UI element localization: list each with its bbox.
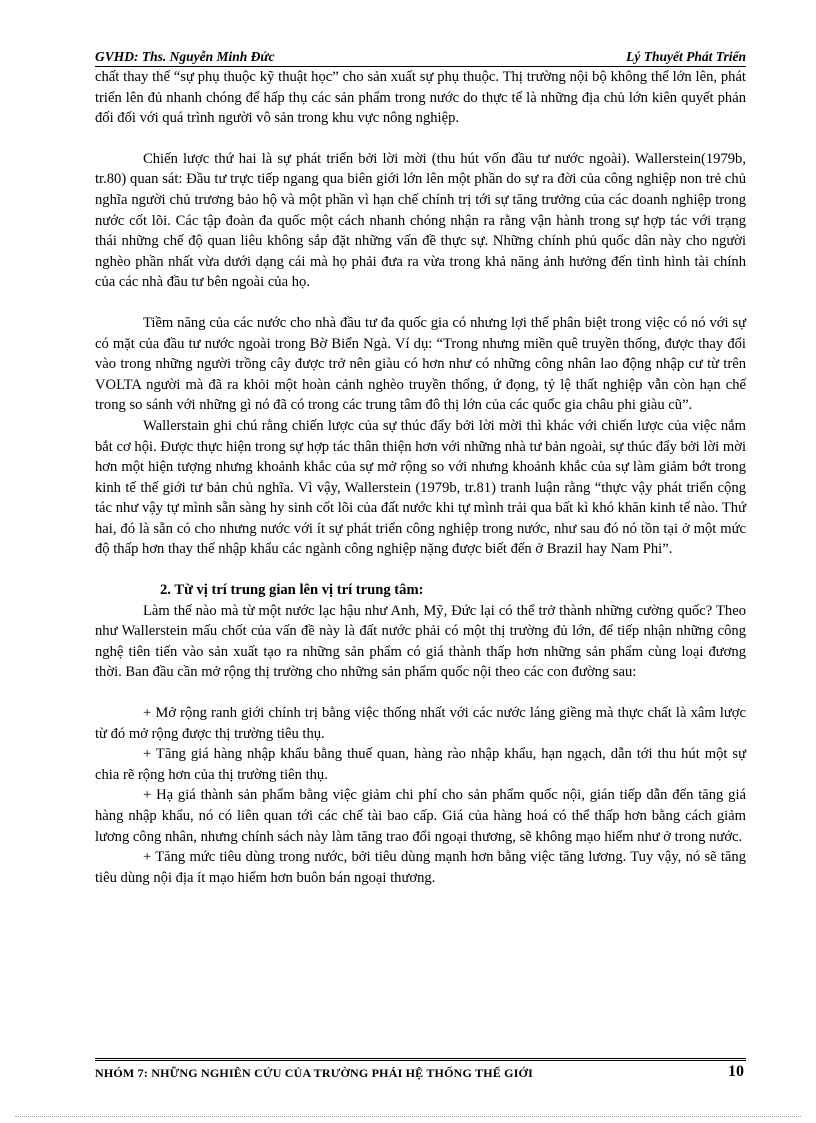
list-item-domestic-consumption: + Tăng mức tiêu dùng trong nước, bởi tiêu dùng mạnh hơn bằng việc tăng lương. Tuy vậy, nó sẽ tăng tiêu dùng nội địa ít mạo hiểm hơn buôn bán ngoại thương. xyxy=(95,849,746,886)
section-heading: 2. Từ vị trí trung gian lên vị trí trung tâm: xyxy=(160,582,424,599)
footer-group-title: NHÓM 7: NHỮNG NGHIÊN CỨU CỦA TRƯỜNG PHÁI HỆ THỐNG THẾ GIỚI xyxy=(95,1066,533,1080)
list-item-import-tariff: + Tăng giá hàng nhập khẩu bằng thuế quan, hàng rào nhập khẩu, hạn ngạch, dẫn tới thu hút một sự chia rẽ rộng hơn của thị trường tiên thụ. xyxy=(95,746,746,783)
page-bottom-divider xyxy=(15,1116,801,1117)
paragraph-wallerstain-note: Wallerstain ghi chú rằng chiến lược của sự thúc đẩy bởi lời mời thì khác với chiến lược của việc nắm bắt cơ hội. Được thực hiện trong sự hợp tác thân thiện hơn với những nhà tư bản ngoài, sự thúc đẩy bởi lời mời hơn một hiện tượng nhưng khoảnh khắc của sự mở rộng so với nhưng khoảnh khắc của sự làm giảm bớt trong kinh tế thế giới tư bản chủ nghĩa. Vì vậy, Wallerstein (1979b, tr.81) tranh luận rằng “thực vậy phát triển cộng tác như vậy tự mình sẵn sàng hy sinh cốt lõi của đất nước khi tự mình trải qua bất kì khó khăn kinh tế nào. Thứ hai, đó là sẵn có cho nhưng nước với ít sự phát triển công nghiệp trong nước, như sau đó nó tồn tại ở một mức độ thấp hơn thay thế nhập khẩu các ngành công nghiệp nặng được biết đến ở Brazil hay Nam Phi”. xyxy=(95,417,746,558)
paragraph-section-intro: Làm thế nào mà từ một nước lạc hậu như Anh, Mỹ, Đức lại có thể trở thành những cường quốc? Theo như Wallerstein mấu chốt của vấn đề này là đất nước phải có một thị trường đủ lớn, để tiếp nhận những công nghệ tiên tiến vào sản xuất tạo ra những sản phẩm có giá thành thấp hơn những sản phẩm cùng loại đương thời. Ban đầu cần mở rộng thị trường cho những sản phẩm quốc nội theo các con đường sau: xyxy=(95,602,746,681)
list-item-political-boundary: + Mở rộng ranh giới chính trị bằng việc thống nhất với các nước láng giềng mà thực chất là xâm lược từ đó mở rộng được thị trường tiêu thụ. xyxy=(95,705,746,742)
document-body xyxy=(95,67,746,888)
page-number: 10 xyxy=(728,1063,744,1080)
paragraph-multinational-potential: Tiềm năng của các nước cho nhà đầu tư đa quốc gia có nhưng lợi thế phân biệt trong việc có nó với sự có mặt của đầu tư nước ngoài trong Bờ Biển Ngà. Ví dụ: “Trong nhưng miền quê truyền thống, được thay đổi vào trong những người trồng cây được trở nên giàu có hơn như có những công nhân lao động nhập cư từ trên VOLTA người mà đã ra khỏi một hoàn cảnh nghèo truyền thống, ứ đọng, tỷ lệ thất nghiệp vẫn còn hạn chế trong so sánh với những gì nó đã có trong các trung tâm đô thị lớn của các quốc gia châu phi giàu cũ”. xyxy=(95,314,746,414)
list-item-lower-cost: + Hạ giá thành sản phẩm bằng việc giảm chi phí cho sản phẩm quốc nội, gián tiếp dẫn đến tăng giá hàng nhập khẩu, nó có liên quan tới các chế tài bao cấp. Giá của hàng hoá có thể thấp hơn bằng cách giảm lương công nhân, nhưng chính sách này làm tăng trao đổi ngoại thương, sẽ không mạo hiểm như ở trong nước. xyxy=(95,787,746,845)
header-instructor: GVHD: Ths. Nguyễn Minh Đức xyxy=(95,49,275,64)
paragraph-continuation: chất thay thế “sự phụ thuộc kỹ thuật học” cho sản xuất sự phụ thuộc. Thị trường nội bộ không thể lớn lên, phát triển lên đủ nhanh chóng để hấp thụ các sản phẩm trong nước do thực tế là những địa chủ lớn kiên quyết phản đối đối với quá trình người vô sản trong khu vực nông nghiệp. xyxy=(95,69,746,127)
document-page xyxy=(95,48,746,888)
header-course-title: Lý Thuyết Phát Triển xyxy=(626,49,746,64)
page-header xyxy=(95,48,746,67)
page-footer xyxy=(95,1058,746,1081)
paragraph-invitation-strategy: Chiến lược thứ hai là sự phát triển bởi lời mời (thu hút vốn đầu tư nước ngoài). Wallerstein(1979b, tr.80) quan sát: Đầu tư trực tiếp ngang qua biên giới lớn lên một phần do sự ra đời của công nghiệp non trẻ chủ nghĩa người chủ trương bảo hộ và một phần vì hạn chế chính trị tới sự tăng trưởng của các doanh nghiệp trong nước cốt lõi. Các tập đoàn đa quốc một cách nhanh chóng nhận ra rằng vận hành trong sự hợp tác với trạng thái những chế độ quan liêu không sắp đặt những vấn đề thực sự. Những chính phủ quốc dân này cho người nghèo phần nhất vừa dưới dạng cái mà họ phải đưa ra vừa trong khả năng ảnh hưởng đến tình hình tài chính của các nhà đầu tư bên ngoài của họ. xyxy=(95,150,746,291)
